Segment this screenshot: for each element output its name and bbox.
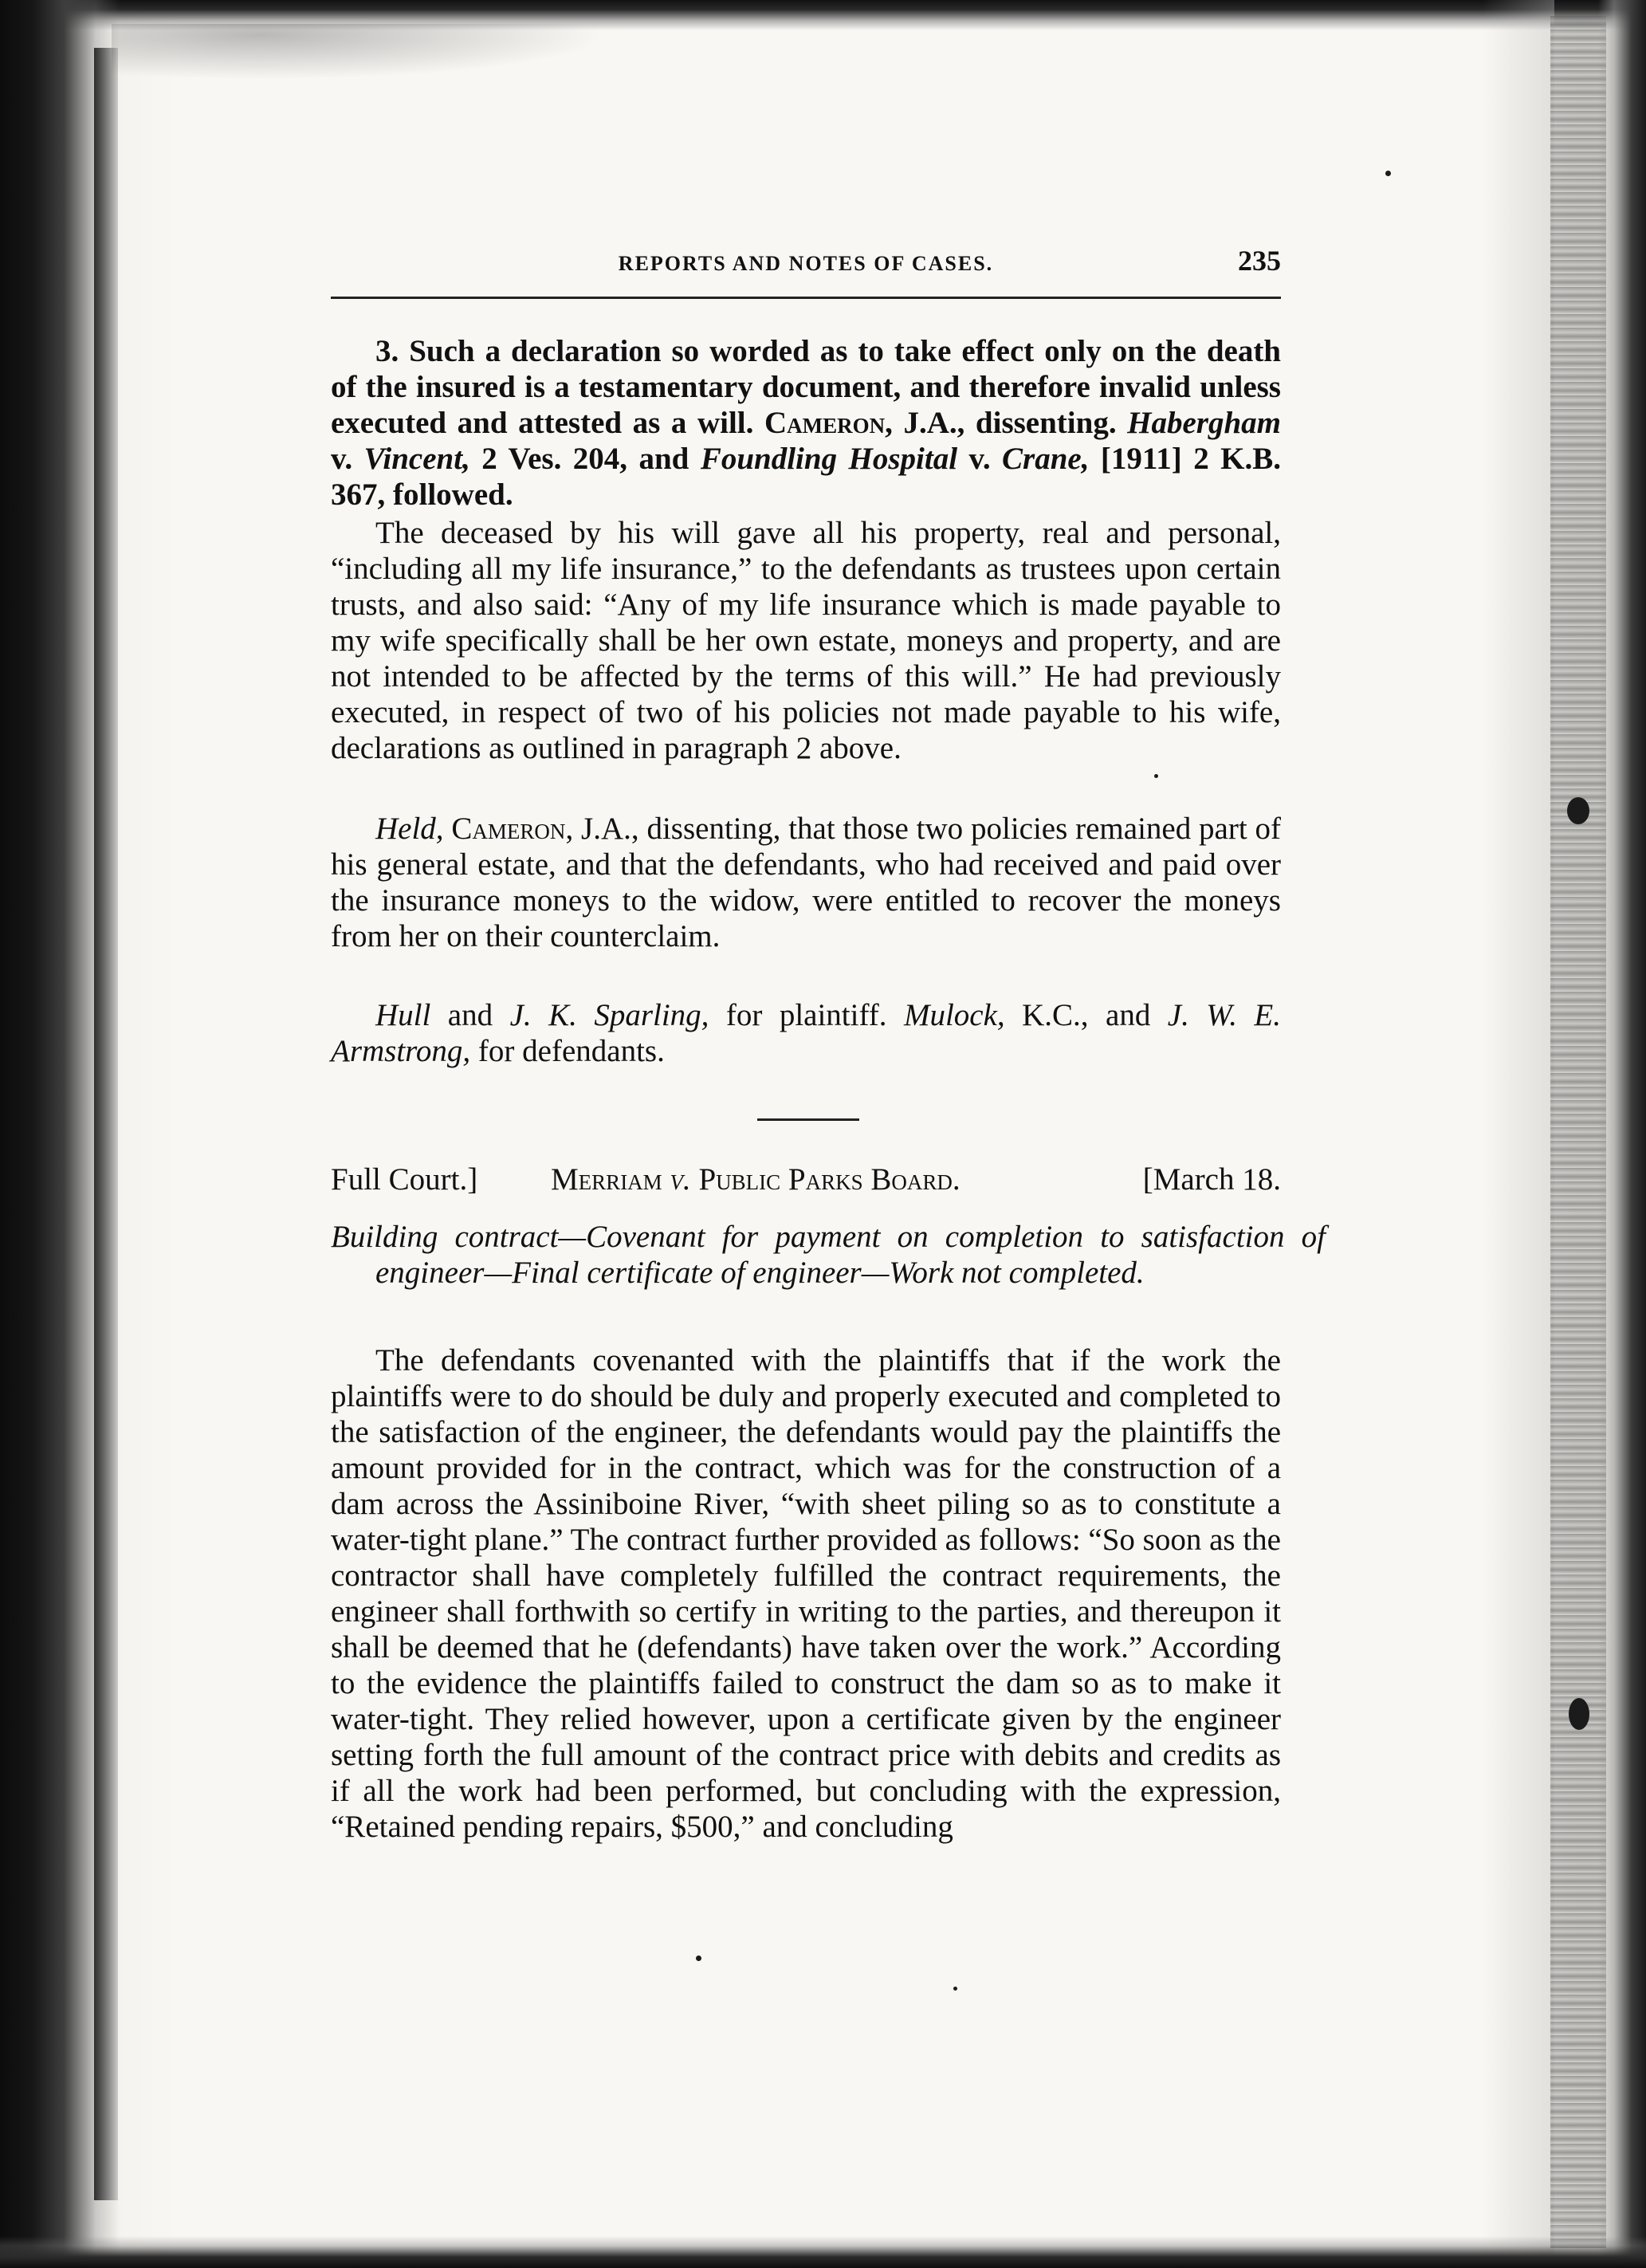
scan-speck (1154, 774, 1158, 778)
case-defendant: Public Parks Board. (698, 1162, 960, 1197)
case-headnote (331, 1219, 1326, 1291)
counsel-name: Hull (375, 998, 431, 1032)
case-party: Vincent, (363, 442, 470, 476)
citation: 2 Ves. 204, and (469, 442, 701, 476)
case-party: Foundling Hospital (700, 442, 958, 476)
case-versus: v. (662, 1162, 699, 1197)
case-plaintiff: Merriam (551, 1162, 662, 1197)
facts-paragraph: The deceased by his will gave all his property, real and personal, “including all my life insurance,” to the defendants as trustees upon certain trusts, and also said: “Any of my life insurance which is made payable to my wife specifically shall be her own estate, moneys and property, and are not intended to be affected by the terms of this will.” He had previously executed, in respect of two of his policies not made payable to his wife, declarations as outlined in paragraph 2 above. (331, 516, 1281, 765)
case-party: Habergham (1127, 406, 1282, 440)
scan-speck (1385, 171, 1391, 176)
judge-name: Cameron (764, 406, 886, 440)
judge-name: Cameron (451, 812, 566, 846)
scan-edge-right-shade (1483, 0, 1554, 2268)
dissent-note: , J.A., dissenting. (885, 406, 1117, 440)
scan-speck (953, 1987, 957, 1991)
scan-speck (696, 1956, 701, 1961)
section-divider (757, 1118, 859, 1121)
counsel-name: J. K. Sparling, (509, 998, 709, 1032)
scan-binding-shadow (94, 48, 118, 2200)
running-title: REPORTS AND NOTES OF CASES. (618, 252, 994, 275)
court-label: Full Court.] (331, 1162, 478, 1197)
counsel-role: for plaintiff. (709, 998, 904, 1032)
case-date: [March 18. (1142, 1162, 1281, 1197)
counsel-role: for defendants. (470, 1034, 665, 1068)
counsel-name: J. W. E. Armstrong, (331, 998, 1281, 1068)
header-rule (331, 297, 1281, 299)
citation: [1911] 2 K.B. 367, followed. (331, 442, 1281, 512)
scan-edge-bottom (0, 2236, 1646, 2268)
held-paragraph (331, 811, 1281, 954)
scan-edge-right (1598, 0, 1646, 2268)
scan-smudge (112, 24, 606, 80)
case-title (551, 1162, 960, 1197)
point-text: Such a declaration so worded as to take effect only on the death of the insured is a testamentary document, and therefore invalid unless executed and attested as a will. (331, 334, 1282, 440)
headnote-point-3 (331, 333, 1281, 513)
counsel-conjunction: and (430, 998, 510, 1032)
running-head (331, 245, 1281, 292)
case-caption (331, 1162, 1281, 1201)
held-text: , J.A., dissenting, that those two policies remained part of his general estate, and that the defendants, who had received and paid over the insurance moneys to the widow, were entitled to recover the moneys from her on their counterclaim. (331, 812, 1281, 953)
page-number: 235 (1238, 245, 1281, 277)
counsel-paragraph (331, 997, 1281, 1069)
held-label: Held, (375, 812, 444, 846)
counsel-name: Mulock, (903, 998, 1005, 1032)
scan-speck (1567, 797, 1589, 824)
scan-speck (1569, 1698, 1589, 1730)
counsel-conjunction: K.C., and (1004, 998, 1168, 1032)
case-versus: v. (331, 442, 364, 476)
case-versus: v. (957, 442, 1003, 476)
case-party: Crane, (1002, 442, 1090, 476)
point-number: 3. (375, 334, 399, 368)
headnote-text: Building contract—Covenant for payment on completion to satisfaction of engineer—Final certificate of engineer—Work not completed. (331, 1220, 1326, 1290)
case-body: The defendants covenanted with the plaintiffs that if the work the plaintiffs were to do should be duly and properly executed and completed to the satisfaction of the engineer, the defendants would pay the plaintiffs the amount provided for in the contract, which was for the construction of a dam across the Assiniboine River, “with sheet piling so as to constitute a water-tight plane.” The contract further provided as follows: “So soon as the contractor shall have completely fulfilled the contract requirements, the engineer shall forthwith so certify in writing to the parties, and thereupon it shall be deemed that he (defendants) have taken over the work.” According to the evidence the plaintiffs failed to construct the dam so as to make it water-tight. They relied however, upon a certificate given by the engineer setting forth the full amount of the contract price with debits and credits as if all the work had been performed, but concluding with the expression, “Retained pending repairs, $500,” and concluding (331, 1343, 1281, 1844)
